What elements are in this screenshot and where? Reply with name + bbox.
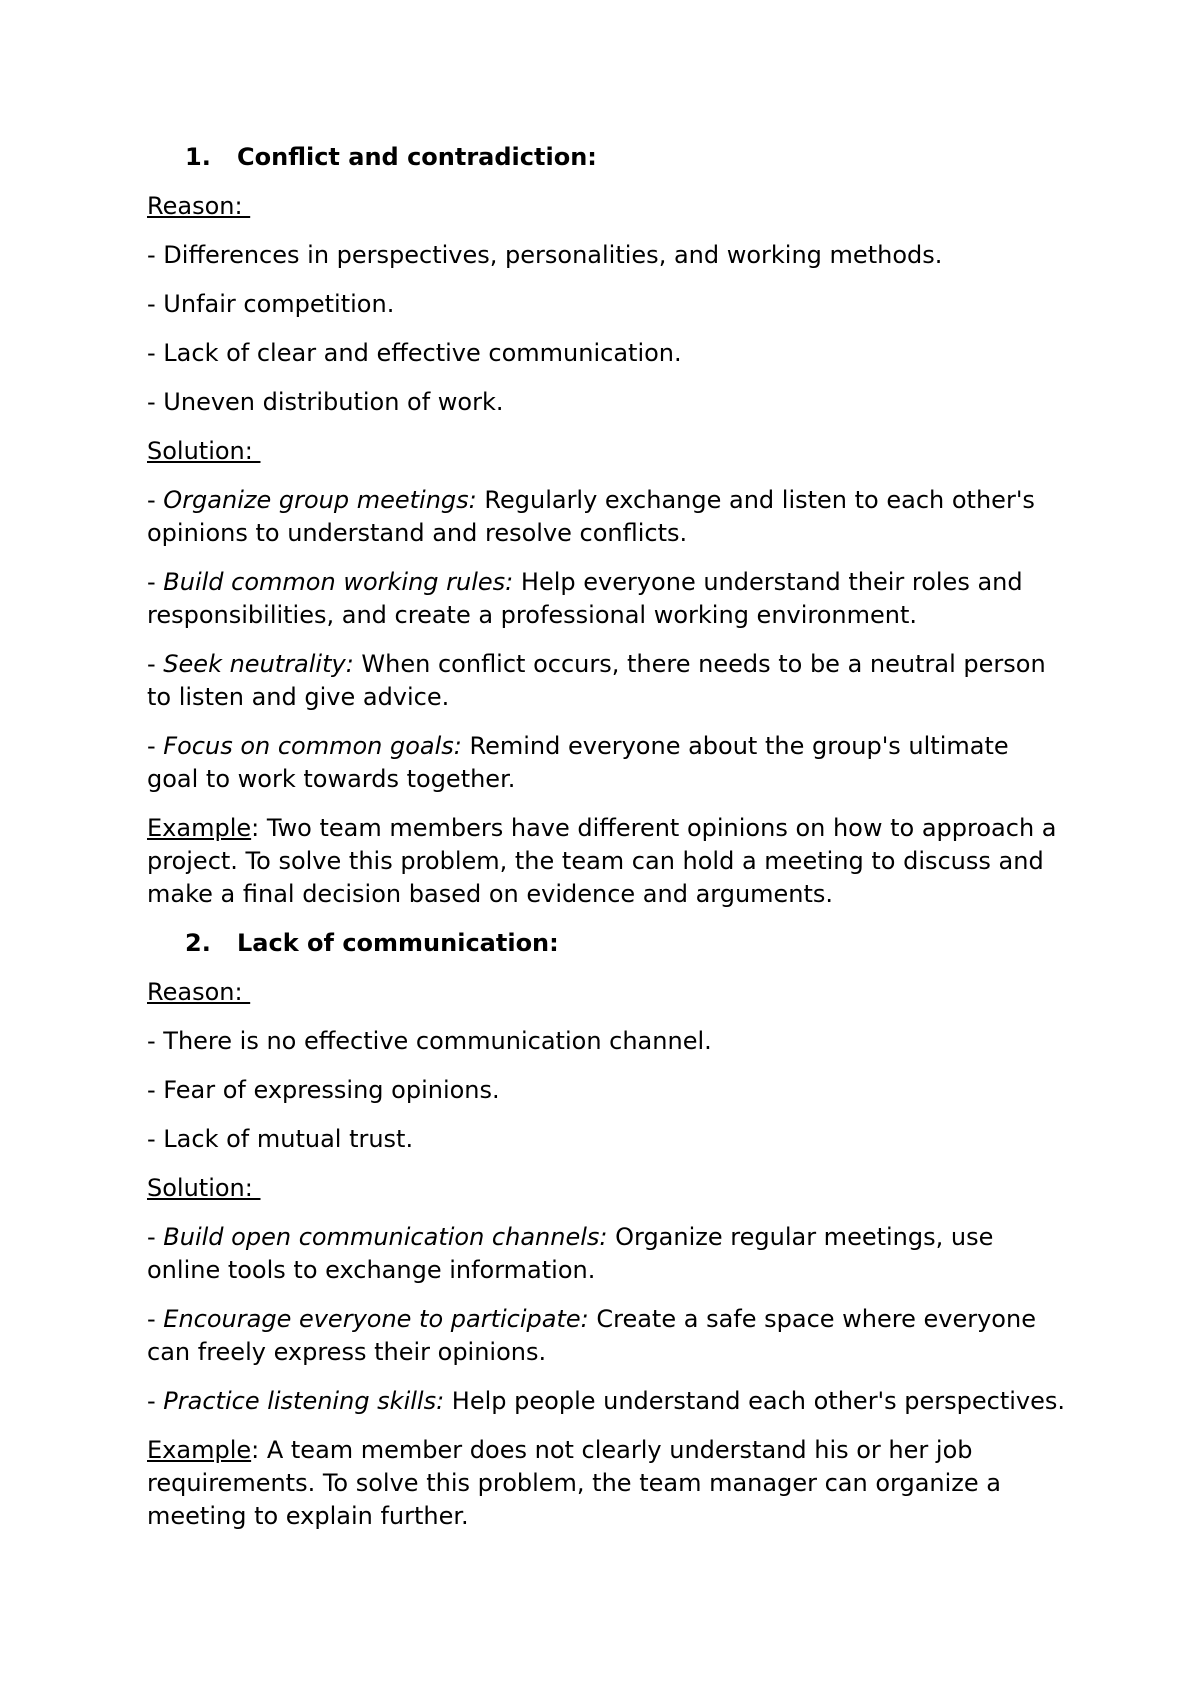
section-number: 2. (185, 929, 211, 957)
reason-item: - Unfair competition. (147, 290, 395, 318)
reason-item: - Uneven distribution of work. (147, 388, 504, 416)
solution-item (147, 484, 1067, 550)
solution-dash: - (147, 1387, 164, 1415)
section-title: Lack of communication: (237, 929, 559, 957)
solution-item (147, 1385, 1067, 1418)
solution-label: Solution: (147, 437, 261, 465)
reason-label: Reason: (147, 192, 251, 220)
solution-text: Create a safe space where everyone can freely express their opinions. (147, 1305, 1036, 1366)
solution-item (147, 1303, 1067, 1369)
example-paragraph (147, 812, 1067, 911)
solution-label: Solution: (147, 1174, 261, 1202)
reason-item: - Fear of expressing opinions. (147, 1076, 500, 1104)
solution-text: Regularly exchange and listen to each other's opinions to understand and resolve conflicts. (147, 486, 1035, 547)
solution-dash: - (147, 486, 164, 514)
solution-text: Help everyone understand their roles and responsibilities, and create a professional working environment. (147, 568, 1023, 629)
solution-term: Encourage everyone to participate: (163, 1305, 589, 1333)
example-label: Example (147, 814, 252, 842)
reason-item: - Differences in perspectives, personalities, and working methods. (147, 241, 943, 269)
section-title: Conflict and contradiction: (237, 143, 597, 171)
solution-term: Build common working rules: (163, 568, 514, 596)
solution-item (147, 730, 1067, 796)
solution-dash: - (147, 650, 164, 678)
example-text: : A team member does not clearly understand his or her job requirements. To solve this problem, the team manager can organize a meeting to explain further. (147, 1436, 1001, 1530)
solution-term: Organize group meetings: (163, 486, 477, 514)
example-label: Example (147, 1436, 252, 1464)
reason-item: - Lack of clear and effective communication. (147, 339, 682, 367)
section-number: 1. (185, 143, 211, 171)
solution-item (147, 566, 1067, 632)
solution-term: Seek neutrality: (163, 650, 354, 678)
example-text: : Two team members have different opinions on how to approach a project. To solve this problem, the team can hold a meeting to discuss and make a final decision based on evidence and arguments. (147, 814, 1057, 908)
solution-text: Organize regular meetings, use online tools to exchange information. (147, 1223, 994, 1284)
reason-label: Reason: (147, 978, 251, 1006)
solution-dash: - (147, 1223, 164, 1251)
solution-text: When conflict occurs, there needs to be a neutral person to listen and give advice. (147, 650, 1046, 711)
solution-term: Practice listening skills: (163, 1387, 445, 1415)
solution-dash: - (147, 732, 164, 760)
document-body (147, 141, 1067, 1549)
solution-dash: - (147, 1305, 164, 1333)
reason-item: - Lack of mutual trust. (147, 1125, 414, 1153)
solution-text: Remind everyone about the group's ultimate goal to work towards together. (147, 732, 1009, 793)
section-heading (147, 141, 1067, 174)
example-paragraph (147, 1434, 1067, 1533)
solution-text: Help people understand each other's perspectives. (444, 1387, 1066, 1415)
reason-item: - There is no effective communication channel. (147, 1027, 712, 1055)
section-heading (147, 927, 1067, 960)
solution-term: Build open communication channels: (163, 1223, 608, 1251)
solution-term: Focus on common goals: (163, 732, 462, 760)
solution-dash: - (147, 568, 164, 596)
solution-item (147, 1221, 1067, 1287)
solution-item (147, 648, 1067, 714)
